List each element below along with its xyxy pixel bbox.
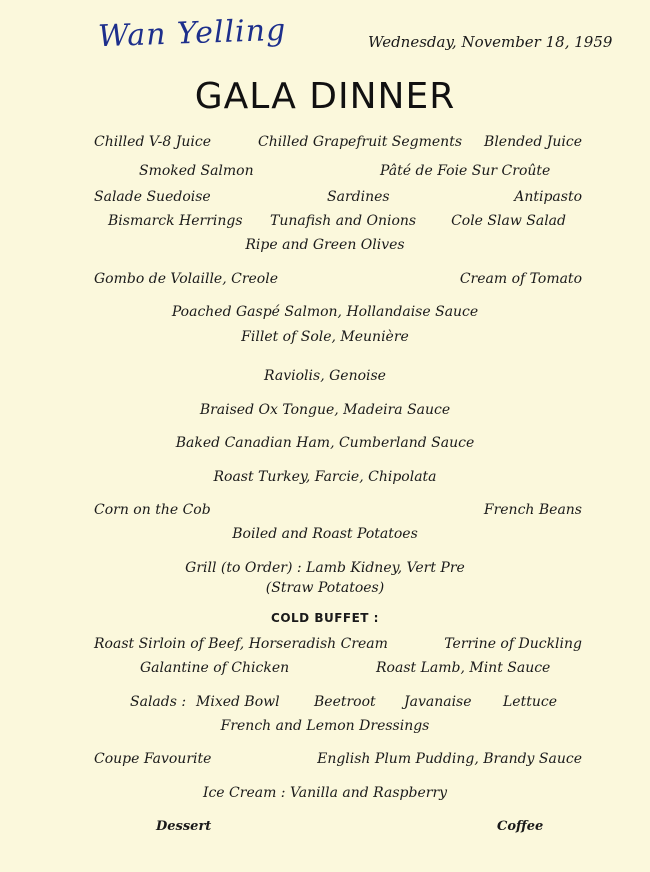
- menu-item: Dessert: [156, 819, 212, 834]
- menu-item: Poached Gaspé Salmon, Hollandaise Sauce: [171, 304, 479, 320]
- menu-item: Raviolis, Genoise: [264, 368, 386, 384]
- menu-item: Ice Cream : Vanilla and Raspberry: [202, 785, 448, 801]
- menu-item: Beetroot: [314, 694, 376, 710]
- menu-item: Sardines: [327, 189, 390, 205]
- menu-title: GALA DINNER: [194, 76, 456, 117]
- menu-date: Wednesday, November 18, 1959: [368, 33, 613, 51]
- menu-item: Cole Slaw Salad: [451, 213, 566, 229]
- menu-item: (Straw Potatoes): [265, 580, 385, 596]
- menu-item: Baked Canadian Ham, Cumberland Sauce: [175, 435, 475, 451]
- menu-item: Roast Sirloin of Beef, Horseradish Cream: [94, 636, 388, 652]
- menu-item: Javanaise: [404, 694, 472, 710]
- menu-item: Grill (to Order) : Lamb Kidney, Vert Pre: [185, 560, 465, 576]
- section-heading: COLD BUFFET :: [271, 611, 379, 625]
- menu-item: Chilled V-8 Juice: [94, 134, 212, 150]
- menu-item: Roast Lamb, Mint Sauce: [376, 660, 551, 676]
- menu-item: Galantine of Chicken: [140, 660, 290, 676]
- menu-item: Antipasto: [514, 189, 582, 205]
- menu-item: Ripe and Green Olives: [245, 237, 405, 253]
- menu-item: Gombo de Volaille, Creole: [94, 271, 279, 287]
- menu-item: Coupe Favourite: [94, 751, 212, 767]
- menu-item: Blended Juice: [484, 134, 582, 150]
- menu-item: English Plum Pudding, Brandy Sauce: [317, 751, 582, 767]
- menu-item: Tunafish and Onions: [270, 213, 417, 229]
- menu-item: Chilled Grapefruit Segments: [258, 134, 462, 150]
- menu-item: Smoked Salmon: [139, 163, 254, 179]
- menu-item: Boiled and Roast Potatoes: [232, 526, 418, 542]
- menu-item: Fillet of Sole, Meunière: [241, 329, 409, 345]
- menu-item: Braised Ox Tongue, Madeira Sauce: [199, 402, 451, 418]
- menu-label: Salads :: [130, 694, 187, 710]
- handwritten-signature: Wan Yelling: [97, 12, 287, 55]
- menu-item: Roast Turkey, Farcie, Chipolata: [213, 469, 437, 485]
- menu-item: Mixed Bowl: [196, 694, 280, 710]
- menu-item: Pâté de Foie Sur Croûte: [380, 163, 551, 179]
- menu-item: Terrine of Duckling: [444, 636, 582, 652]
- menu-item: Cream of Tomato: [459, 271, 582, 287]
- menu-item: Coffee: [497, 819, 544, 834]
- menu-item: French Beans: [483, 502, 582, 518]
- menu-item: Lettuce: [503, 694, 557, 710]
- menu-item: Corn on the Cob: [94, 502, 211, 518]
- menu-item: French and Lemon Dressings: [220, 718, 430, 734]
- menu-item: Salade Suedoise: [94, 189, 211, 205]
- menu-item: Bismarck Herrings: [108, 213, 243, 229]
